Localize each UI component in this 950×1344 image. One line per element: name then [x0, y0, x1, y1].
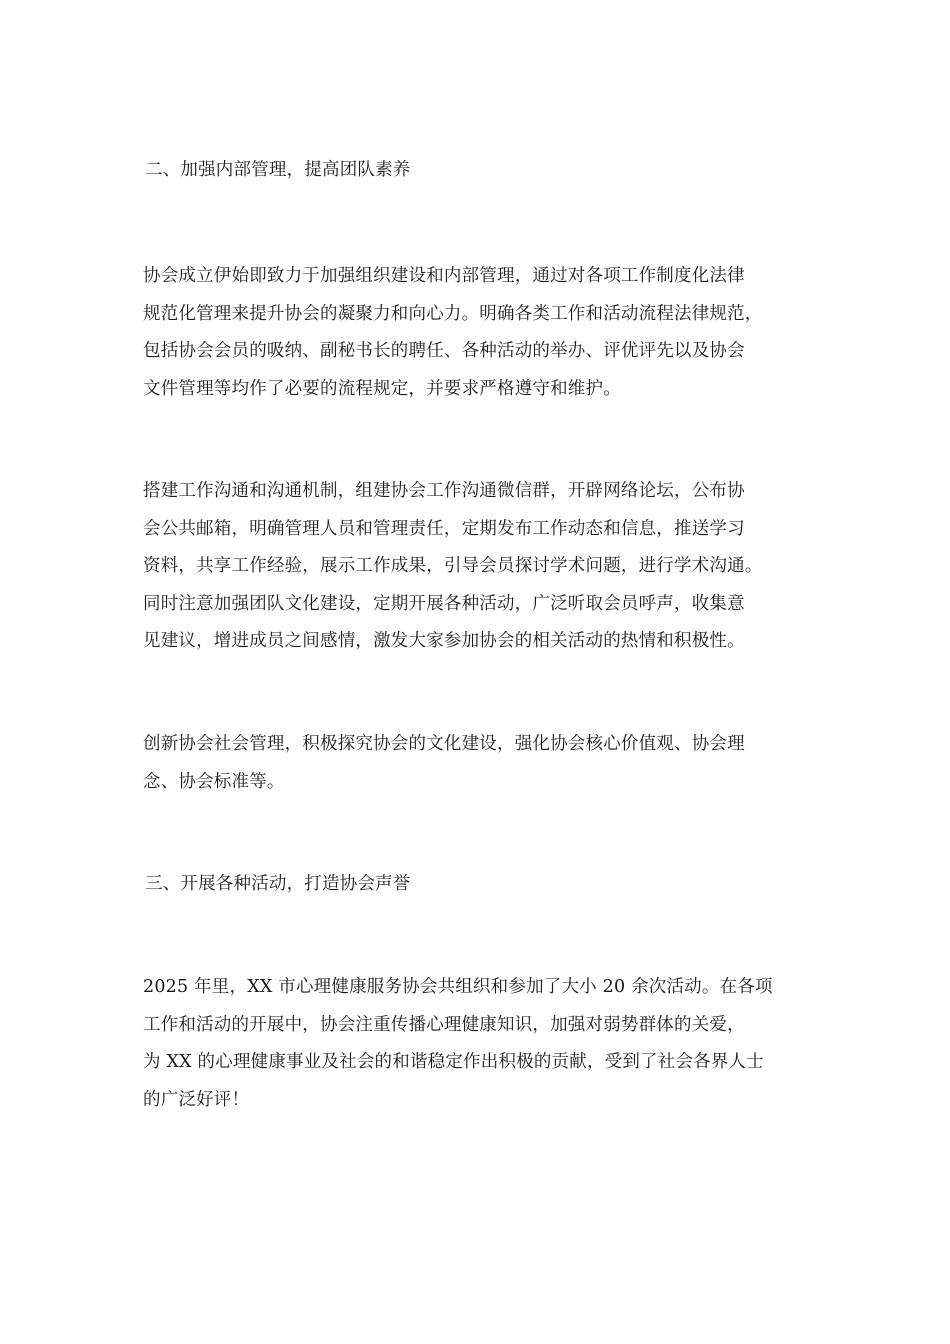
paragraph-line: 2025 年里，XX 市心理健康服务协会共组织和参加了大小 20 余次活动。在各项	[143, 977, 773, 997]
paragraph-line: 包括协会会员的吸纳、副秘书长的聘任、各种活动的举办、评优评先以及协会	[143, 341, 745, 361]
paragraph-line: 的广泛好评！	[143, 1089, 250, 1110]
paragraph-line: 文件管理等均作了必要的流程规定，并要求严格遵守和维护。	[143, 378, 621, 399]
paragraph-line: 创新协会社会管理，积极探究协会的文化建设，强化协会核心价值观、协会理	[143, 734, 745, 754]
section-heading-3	[145, 866, 815, 904]
paragraph-line: 协会成立伊始即致力于加强组织建设和内部管理，通过对各项工作制度化法律	[143, 266, 745, 286]
heading-text: 三、开展各种活动，打造协会声誉	[145, 874, 411, 894]
paragraph-line: 为 XX 的心理健康事业及社会的和谐稳定作出积极的贡献，受到了社会各界人士	[143, 1052, 764, 1072]
paragraph-communication	[143, 473, 813, 661]
paragraph-line: 资料，共享工作经验，展示工作成果，引导会员探讨学术问题，进行学术沟通。	[143, 556, 763, 576]
paragraph-activities	[143, 969, 813, 1119]
paragraph-internal-management	[143, 258, 813, 408]
section-heading-2	[145, 152, 815, 190]
heading-text: 二、加强内部管理，提高团队素养	[145, 160, 411, 180]
paragraph-line: 工作和活动的开展中，协会注重传播心理健康知识，加强对弱势群体的关爱，	[143, 1014, 745, 1035]
paragraph-line: 念、协会标准等。	[143, 771, 285, 792]
paragraph-line: 见建议，增进成员之间感情，激发大家参加协会的相关活动的热情和积极性。	[143, 631, 745, 651]
paragraph-line: 会公共邮箱，明确管理人员和管理责任，定期发布工作动态和信息，推送学习	[143, 518, 745, 539]
paragraph-innovation	[143, 726, 813, 801]
paragraph-line: 规范化管理来提升协会的凝聚力和向心力。明确各类工作和活动流程法律规范，	[143, 303, 763, 324]
paragraph-line: 搭建工作沟通和沟通机制，组建协会工作沟通微信群，开辟网络论坛，公布协	[143, 481, 745, 501]
paragraph-line: 同时注意加强团队文化建设，定期开展各种活动，广泛听取会员呼声，收集意	[143, 593, 745, 614]
